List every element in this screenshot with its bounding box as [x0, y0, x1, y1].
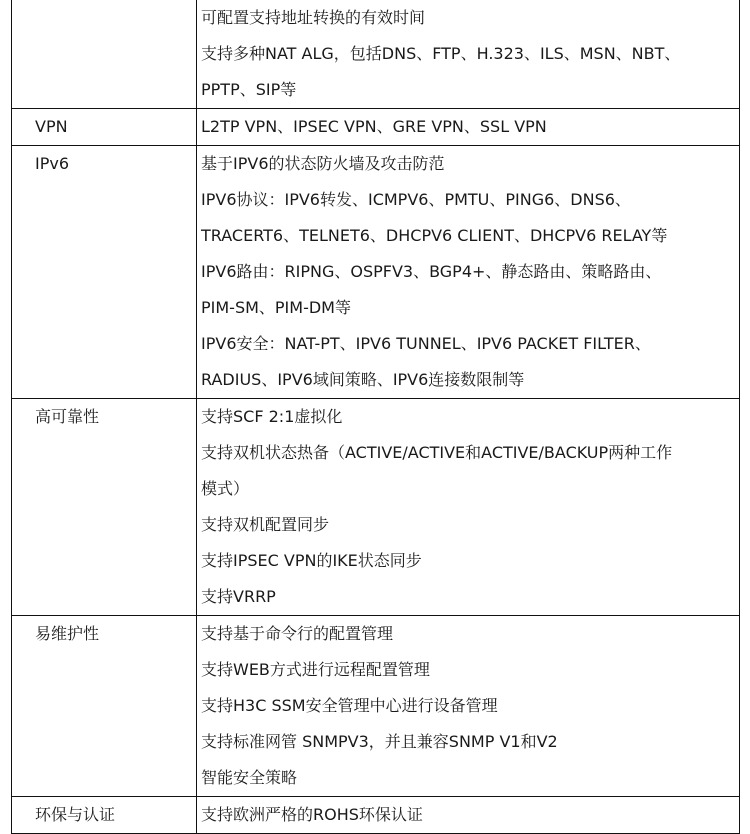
table-row-reliability [12, 399, 740, 616]
feature-line: 支持双机状态热备（ACTIVE/ACTIVE和ACTIVE/BACKUP两种工作 [201, 443, 673, 462]
category-cell: 易维护性 [12, 616, 197, 797]
feature-line: RADIUS、IPV6域间策略、IPV6连接数限制等 [201, 370, 525, 389]
feature-line: 支持标准网管 SNMPV3，并且兼容SNMP V1和V2 [201, 732, 558, 751]
table-row-ipv6 [12, 146, 740, 399]
feature-line: 基于IPV6的状态防火墙及攻击防范 [201, 154, 445, 173]
feature-line: IPV6安全：NAT-PT、IPV6 TUNNEL、IPV6 PACKET FILTER、 [201, 334, 651, 353]
feature-line: PIM-SM、PIM-DM等 [201, 298, 351, 317]
table-row-nat [12, 0, 740, 109]
feature-cell [197, 399, 740, 616]
feature-line: PPTP、SIP等 [201, 80, 297, 99]
feature-line: 支持SCF 2:1虚拟化 [201, 407, 343, 426]
table-row-maintainability [12, 616, 740, 797]
feature-line: 支持IPSEC VPN的IKE状态同步 [201, 551, 422, 570]
feature-line: 支持WEB方式进行远程配置管理 [201, 660, 430, 679]
table-row-vpn [12, 109, 740, 146]
feature-line: 智能安全策略 [201, 768, 298, 787]
feature-line: 支持双机配置同步 [201, 515, 330, 534]
feature-line: 支持多种NAT ALG，包括DNS、FTP、H.323、ILS、MSN、NBT、 [201, 44, 681, 63]
feature-cell [197, 797, 740, 834]
feature-line: 模式） [201, 479, 250, 498]
category-cell: 环保与认证 [12, 797, 197, 834]
feature-line: 支持VRRP [201, 587, 276, 606]
feature-line: 支持H3C SSM安全管理中心进行设备管理 [201, 696, 498, 715]
feature-cell [197, 146, 740, 399]
feature-line: 支持基于命令行的配置管理 [201, 624, 394, 643]
feature-line: IPV6协议：IPV6转发、ICMPV6、PMTU、PING6、DNS6、 [201, 190, 631, 209]
feature-line: IPV6路由：RIPNG、OSPFV3、BGP4+、静态路由、策略路由、 [201, 262, 662, 281]
feature-cell [197, 616, 740, 797]
category-cell [12, 0, 197, 109]
feature-line: L2TP VPN、IPSEC VPN、GRE VPN、SSL VPN [201, 117, 547, 136]
feature-line: 支持欧洲严格的ROHS环保认证 [201, 805, 423, 824]
category-cell: VPN [12, 109, 197, 146]
spec-table [11, 0, 740, 834]
feature-cell [197, 0, 740, 109]
category-cell: IPv6 [12, 146, 197, 399]
table-row-certification [12, 797, 740, 834]
category-cell: 高可靠性 [12, 399, 197, 616]
feature-cell [197, 109, 740, 146]
feature-line: TRACERT6、TELNET6、DHCPV6 CLIENT、DHCPV6 RELAY等 [201, 226, 668, 245]
feature-line: 可配置支持地址转换的有效时间 [201, 8, 426, 27]
